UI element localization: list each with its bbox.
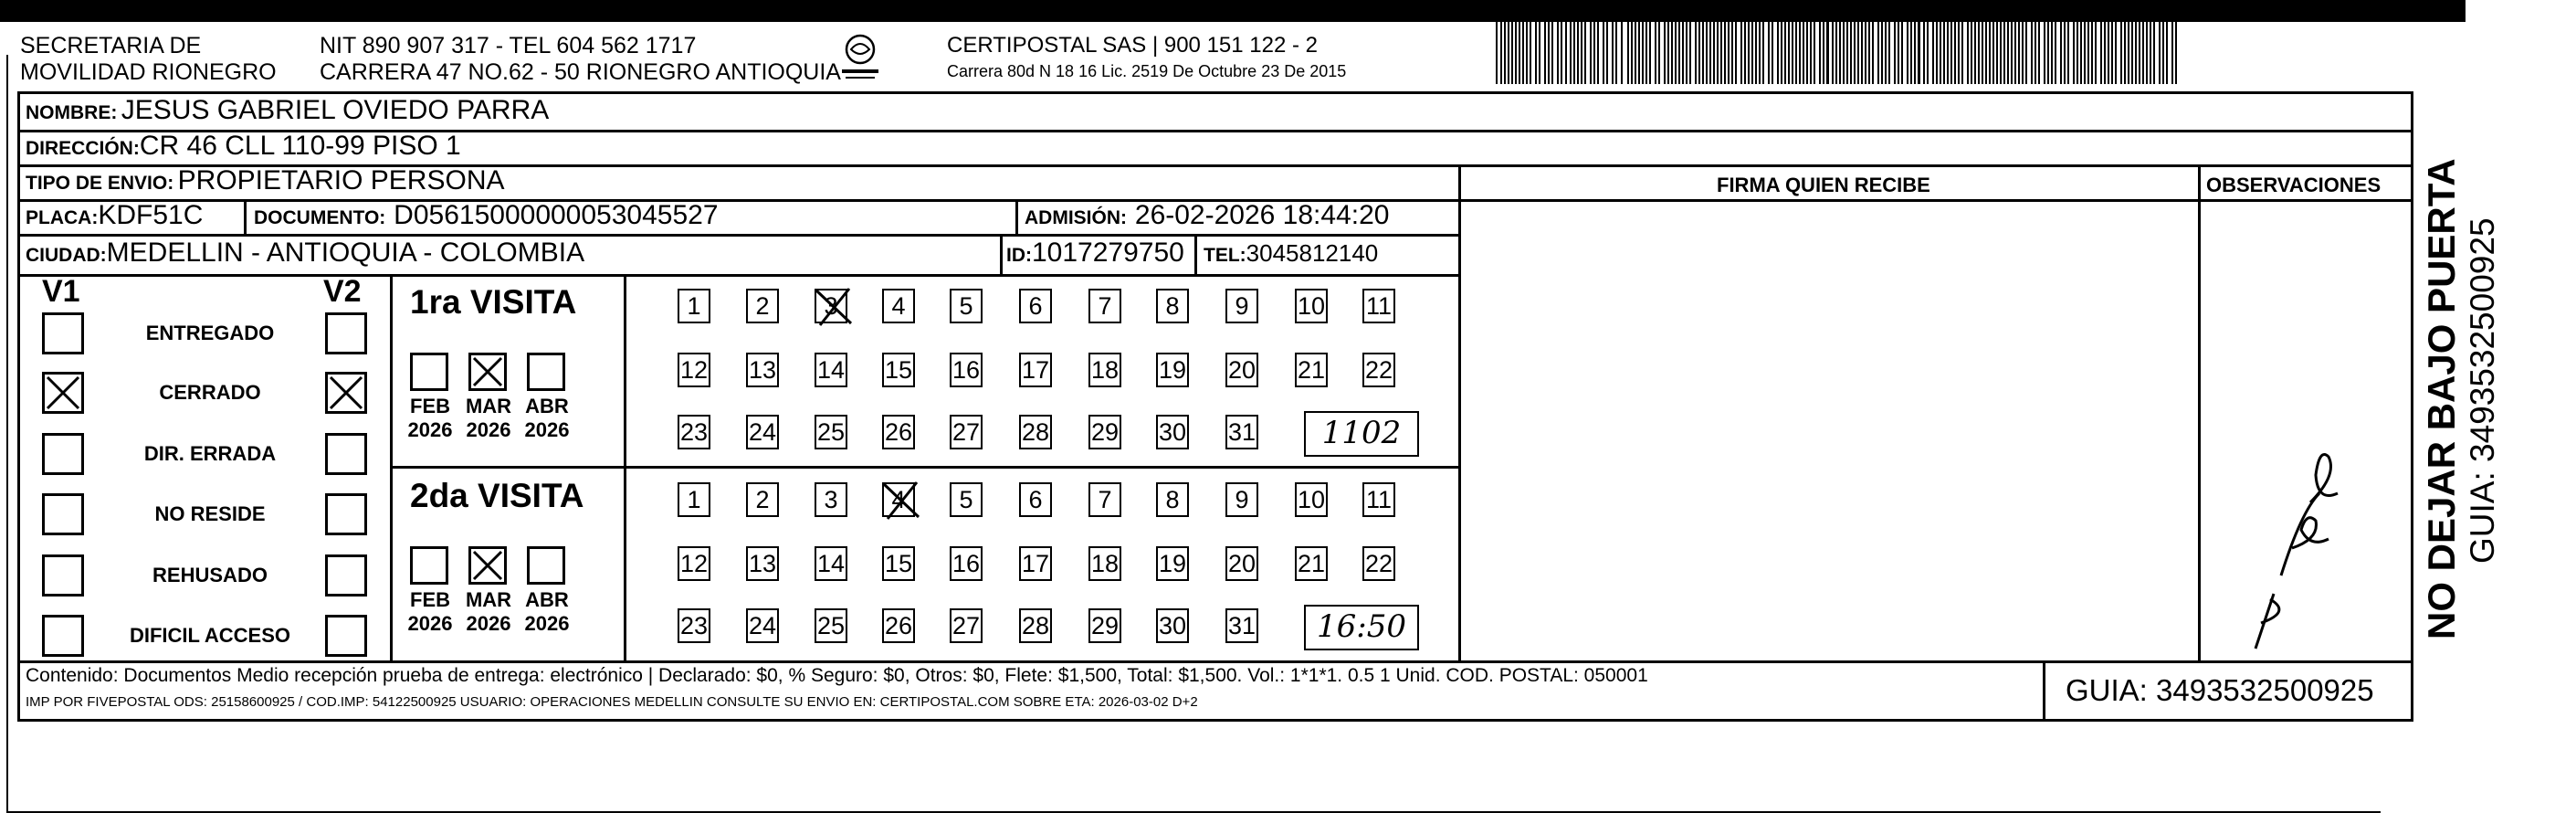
v1-checkbox[interactable] [42, 433, 84, 475]
day-box[interactable]: 25 [815, 415, 847, 449]
day-box[interactable]: 7 [1088, 482, 1121, 517]
footer-contenido: Contenido: Documentos Medio recepción prueba de entrega: electrónico | Declarado: $0, % Seguro: $0, Otros: $0, Flete: $1,500, Total: $1,500. Vol.: 1*1*1. 0.5 1 Unid. COD. POSTAL: 050001 [26, 665, 1648, 686]
day-box[interactable]: 1 [678, 289, 710, 323]
month-checkbox[interactable] [468, 546, 507, 585]
day-box[interactable]: 30 [1156, 608, 1189, 643]
day-box[interactable]: 11 [1362, 482, 1395, 517]
status-label: DIFICIL ACCESO [129, 624, 290, 647]
v2-checkbox[interactable] [325, 312, 367, 354]
day-box[interactable]: 20 [1225, 546, 1258, 581]
entity-name: SECRETARIA DE MOVILIDAD RIONEGRO [20, 33, 277, 85]
month-label: ABR 2026 [524, 588, 570, 635]
status-label: REHUSADO [152, 564, 268, 586]
day-box[interactable]: 11 [1362, 289, 1395, 323]
v1-checkbox[interactable] [42, 615, 84, 657]
v2-checkbox[interactable] [325, 493, 367, 535]
v2-checkbox[interactable] [325, 615, 367, 657]
day-box[interactable]: 9 [1225, 289, 1258, 323]
day-box[interactable]: 22 [1362, 546, 1395, 581]
tel-field: TEL:3045812140 [1204, 239, 1379, 267]
month-label: ABR 2026 [524, 395, 570, 441]
day-box[interactable]: 28 [1019, 608, 1052, 643]
footer-guia: GUIA: 3493532500925 [2066, 673, 2374, 707]
v2-checkbox[interactable] [325, 372, 367, 414]
day-box[interactable]: 13 [746, 353, 779, 387]
footer-imp: IMP POR FIVEPOSTAL ODS: 25158600925 / COD.IMP: 54122500925 USUARIO: OPERACIONES MEDELLIN CONSULTE SU ENVIO EN: CERTIPOSTAL.COM SOBRE ETA: 2026-03-02 D+2 [26, 694, 1198, 710]
day-box[interactable]: 14 [815, 546, 847, 581]
day-box[interactable]: 31 [1225, 608, 1258, 643]
barcode [1496, 16, 2182, 84]
status-label: ENTREGADO [145, 322, 275, 344]
status-label: CERRADO [159, 381, 261, 404]
day-box[interactable]: 19 [1156, 546, 1189, 581]
day-box[interactable]: 4 [882, 482, 915, 517]
day-mark [811, 283, 855, 333]
day-box[interactable]: 21 [1295, 353, 1328, 387]
day-box[interactable]: 15 [882, 353, 915, 387]
v1-checkbox[interactable] [42, 312, 84, 354]
month-checkbox[interactable] [527, 546, 565, 585]
observaciones-header: OBSERVACIONES [2206, 174, 2381, 196]
day-box[interactable]: 12 [678, 353, 710, 387]
month-label: MAR 2026 [465, 395, 512, 441]
day-box[interactable]: 17 [1019, 546, 1052, 581]
month-label: FEB 2026 [407, 588, 453, 635]
day-box[interactable]: 3 [815, 289, 847, 323]
handwritten-time: 16:50 [1304, 605, 1419, 650]
day-box[interactable]: 15 [882, 546, 915, 581]
day-box[interactable]: 24 [746, 608, 779, 643]
day-box[interactable]: 16 [950, 353, 983, 387]
day-box[interactable]: 21 [1295, 546, 1328, 581]
day-box[interactable]: 7 [1088, 289, 1121, 323]
day-box[interactable]: 1 [678, 482, 710, 517]
carrier-info: CERTIPOSTAL SAS | 900 151 122 - 2 Carrera 80d N 18 16 Lic. 2519 De Octubre 23 De 2015 [947, 33, 1347, 80]
day-box[interactable]: 3 [815, 482, 847, 517]
handwritten-time: 1102 [1304, 411, 1419, 457]
day-box[interactable]: 24 [746, 415, 779, 449]
day-box[interactable]: 29 [1088, 608, 1121, 643]
day-box[interactable]: 26 [882, 608, 915, 643]
v2-label: V2 [323, 274, 362, 309]
status-label: NO RESIDE [154, 502, 266, 525]
ciudad-field: CIUDAD:MEDELLIN - ANTIOQUIA - COLOMBIA [26, 238, 585, 268]
signature [2228, 384, 2356, 658]
day-box[interactable]: 19 [1156, 353, 1189, 387]
day-box[interactable]: 18 [1088, 546, 1121, 581]
day-box[interactable]: 28 [1019, 415, 1052, 449]
day-box[interactable]: 27 [950, 415, 983, 449]
day-box[interactable]: 29 [1088, 415, 1121, 449]
day-mark [878, 477, 922, 527]
day-box[interactable]: 16 [950, 546, 983, 581]
day-box[interactable]: 27 [950, 608, 983, 643]
direccion-field: DIRECCIÓN:CR 46 CLL 110-99 PISO 1 [26, 131, 461, 161]
day-box[interactable]: 22 [1362, 353, 1395, 387]
day-box[interactable]: 2 [746, 482, 779, 517]
v1-label: V1 [42, 274, 80, 309]
day-box[interactable]: 12 [678, 546, 710, 581]
entity-contact: NIT 890 907 317 - TEL 604 562 1717 CARRERA 47 NO.62 - 50 RIONEGRO ANTIOQUIA [320, 33, 841, 85]
day-box[interactable]: 6 [1019, 482, 1052, 517]
id-field: ID:1017279750 [1006, 238, 1184, 268]
day-box[interactable]: 9 [1225, 482, 1258, 517]
day-box[interactable]: 2 [746, 289, 779, 323]
placa-field: PLACA:KDF51C [26, 200, 204, 230]
day-box[interactable]: 26 [882, 415, 915, 449]
day-box[interactable]: 5 [950, 289, 983, 323]
v2-checkbox[interactable] [325, 554, 367, 597]
day-box[interactable]: 18 [1088, 353, 1121, 387]
firma-header: FIRMA QUIEN RECIBE [1717, 174, 1930, 196]
day-box[interactable]: 8 [1156, 289, 1189, 323]
month-checkbox[interactable] [410, 353, 448, 391]
visit-title: 2da VISITA [410, 477, 584, 514]
month-checkbox[interactable] [468, 353, 507, 391]
month-checkbox[interactable] [527, 353, 565, 391]
day-box[interactable]: 10 [1295, 289, 1328, 323]
certipostal-logo-icon [838, 31, 882, 84]
month-label: MAR 2026 [465, 588, 512, 635]
day-box[interactable]: 23 [678, 415, 710, 449]
nombre-field: NOMBRE: JESUS GABRIEL OVIEDO PARRA [26, 95, 550, 125]
v1-checkbox[interactable] [42, 372, 84, 414]
day-box[interactable]: 13 [746, 546, 779, 581]
day-box[interactable]: 6 [1019, 289, 1052, 323]
day-box[interactable]: 10 [1295, 482, 1328, 517]
day-box[interactable]: 25 [815, 608, 847, 643]
side-guia: GUIA: 3493532500925 [2464, 217, 2501, 564]
month-label: FEB 2026 [407, 395, 453, 441]
day-box[interactable]: 23 [678, 608, 710, 643]
v1-checkbox[interactable] [42, 554, 84, 597]
no-dejar-warning: NO DEJAR BAJO PUERTA [2420, 158, 2463, 639]
v1-checkbox[interactable] [42, 493, 84, 535]
day-box[interactable]: 8 [1156, 482, 1189, 517]
day-box[interactable]: 14 [815, 353, 847, 387]
month-checkbox[interactable] [410, 546, 448, 585]
day-box[interactable]: 4 [882, 289, 915, 323]
documento-field: DOCUMENTO: D05615000000053045527 [254, 200, 719, 230]
v2-checkbox[interactable] [325, 433, 367, 475]
day-box[interactable]: 30 [1156, 415, 1189, 449]
admision-field: ADMISIÓN: 26-02-2026 18:44:20 [1025, 200, 1390, 230]
day-box[interactable]: 20 [1225, 353, 1258, 387]
day-box[interactable]: 31 [1225, 415, 1258, 449]
visit-title: 1ra VISITA [410, 283, 577, 321]
tipo-envio-field: TIPO DE ENVIO: PROPIETARIO PERSONA [26, 165, 505, 195]
status-label: DIR. ERRADA [143, 442, 277, 465]
day-box[interactable]: 5 [950, 482, 983, 517]
day-box[interactable]: 17 [1019, 353, 1052, 387]
